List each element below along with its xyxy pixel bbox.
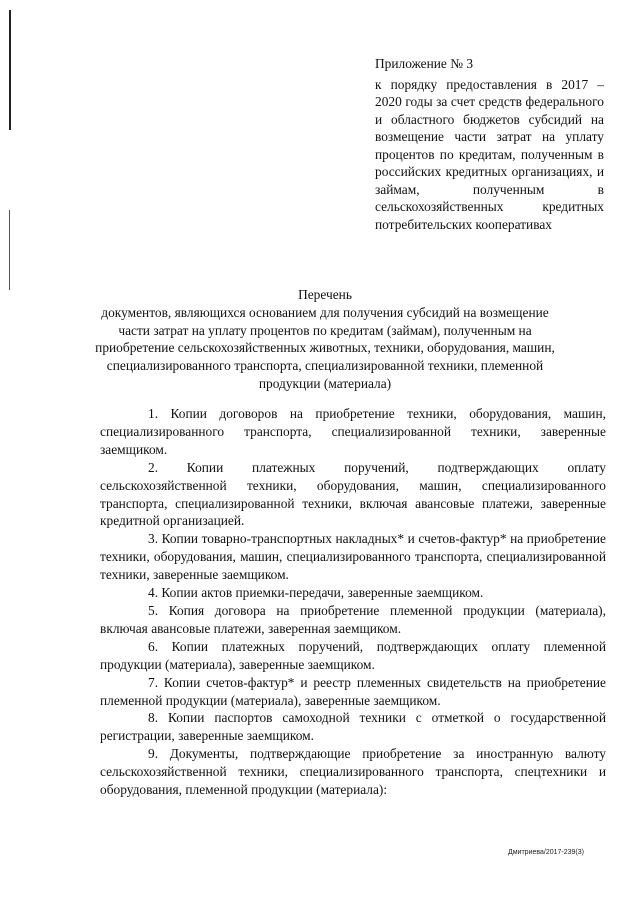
list-item-6: 6. Копии платежных поручений, подтверждающих оплату племенной продукции (материала), заверенные заемщиком. — [100, 638, 606, 672]
heading-subtitle: документов, являющихся основанием для получения субсидий на возмещение части затрат на уплату процентов по кредитам (займам), полученным на приобретение сельскохозяйственных животных, техники, оборудования, машин, специализированного транспорта, специализированной техники, племенной продукции (материала) — [95, 304, 555, 391]
annex-block — [375, 55, 604, 233]
list-item-7: 7. Копии счетов-фактур* и реестр племенных свидетельств на приобретение племенной продукции (материала), заверенные заемщиком. — [100, 674, 606, 708]
list-item-2: 2. Копии платежных поручений, подтверждающих оплату сельскохозяйственной техники, оборудования, машин, специализированного транспорта, специализированной техники, включая авансовые платежи, заверенные кредитной организацией. — [100, 459, 606, 529]
document-heading — [90, 286, 560, 393]
list-item-3: 3. Копии товарно-транспортных накладных* и счетов-фактур* на приобретение техники, оборудования, машин, специализированного транспорта, специализированной техники, заверенные заемщиком. — [100, 531, 606, 583]
heading-title: Перечень — [298, 287, 352, 302]
list-item-5: 5. Копия договора на приобретение племенной продукции (материала), включая авансовые платежи, заверенная заемщиком. — [100, 602, 606, 636]
list-item-8: 8. Копии паспортов самоходной техники с отметкой о государственной регистрации, заверенные заемщиком. — [100, 710, 606, 744]
annex-body: к порядку предоставления в 2017 – 2020 годы за счет средств федерального и областного бюджетов субсидий на возмещение части затрат на уплату процентов по кредитам, полученным в российских кредитных организациях, и займам, полученным в сельскохозяйственных кредитных потребительских кооперативах — [375, 76, 604, 232]
annex-title: Приложение № 3 — [375, 56, 474, 71]
scan-edge-line — [9, 210, 10, 290]
document-list — [100, 405, 606, 799]
scan-edge-line — [9, 10, 11, 130]
document-code: Дмитриева/2017-239(3) — [508, 849, 584, 856]
list-item-1: 1. Копии договоров на приобретение техники, оборудования, машин, специализированного транспорта, специализированной техники, заверенные заемщиком. — [100, 406, 606, 457]
list-item-9: 9. Документы, подтверждающие приобретение за иностранную валюту сельскохозяйственной техники, специализированного транспорта, спецтехники и оборудования, племенной продукции (материала): — [100, 746, 606, 798]
list-item-4: 4. Копии актов приемки-передачи, заверенные заемщиком. — [148, 585, 484, 601]
